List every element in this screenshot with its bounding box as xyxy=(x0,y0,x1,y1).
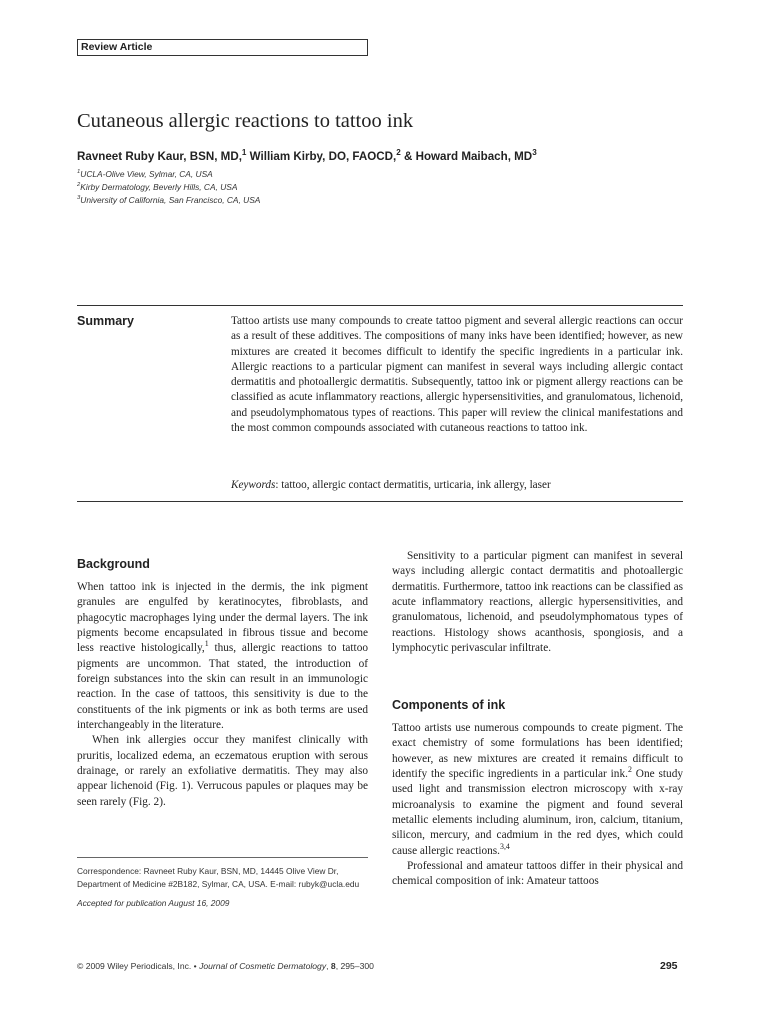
keywords-label: Keywords xyxy=(231,479,276,491)
paragraph: Professional and amateur tattoos differ in their physical and chemical composition of ink: Amateur tattoos xyxy=(392,860,683,888)
affiliation-text: UCLA-Olive View, Sylmar, CA, USA xyxy=(80,169,213,179)
author-name: & Howard Maibach, MD xyxy=(403,150,533,163)
paragraph-text: When tattoo ink is injected in the dermis, the ink pigment granules are engulfed by keratinocytes, fibroblasts, and phagocytic macrophages lying under the dermal layers. The ink pigments become encapsulated in fibrous tissue and become less reactive histologically, xyxy=(77,581,368,655)
affiliation xyxy=(77,169,213,179)
section-heading-background: Background xyxy=(77,557,150,571)
page-number: 295 xyxy=(660,960,678,972)
affiliation-marker: 3 xyxy=(77,195,81,202)
summary-heading: Summary xyxy=(77,314,134,328)
copyright: © 2009 Wiley Periodicals, Inc. • xyxy=(77,961,200,971)
right-column-intro xyxy=(392,549,683,656)
paragraph-text: thus, allergic reactions to tattoo pigments are uncommon. That stated, the introduction of foreign substances into the skin can result in an immunologic reaction. In the case of tattoos, this sensitivity is due to the constituents of the ink pigments or ink as both terms are used interchangeably in the literature. xyxy=(77,642,368,732)
footnote-rule xyxy=(77,857,368,858)
paragraph: Sensitivity to a particular pigment can manifest in several ways including allergic contact dermatitis and photoallergic dermatitis. Furthermore, tattoo ink reactions can be classified as acute inflammatory reactions, allergic hypersensitivities, and granulomatous, lichenoid, and pseudolymphomatous types of reactions. Histology shows acanthosis, spongiosis, and a lymphocytic perivascular infiltrate. xyxy=(392,550,683,655)
accepted-date: Accepted for publication August 16, 2009 xyxy=(77,898,230,908)
citation-marker: 1 xyxy=(204,639,209,649)
paragraph xyxy=(77,580,368,733)
author-name: William Kirby, DO, FAOCD, xyxy=(249,150,397,163)
summary-bottom-rule xyxy=(77,501,683,502)
keywords-list: : tattoo, allergic contact dermatitis, urticaria, ink allergy, laser xyxy=(275,479,551,491)
author-affiliation-marker: 2 xyxy=(396,148,401,158)
paragraph-text: One study used light and transmission electron microscopy with x-ray microanalysis to examine the pigment and found several metallic elements including aluminum, iron, calcium, titanium, silicon, mercury, and cadmium in the red dyes, which could cause allergic reactions. xyxy=(392,768,683,857)
summary-text: Tattoo artists use many compounds to create tattoo pigment and several allergic reactions can occur as a result of these additives. The compositions of many inks have been identified; however, as new mixtures are created it becomes difficult to identify the specific ingredients in a particular ink. Allergic reactions to a particular pigment can manifest in several ways including allergic contact dermatitis and photoallergic dermatitis. Subsequently, tattoo ink or pigment allergy reactions can be classified as acute inflammatory reactions, allergic hypersensitivities, and granulomatous, lichenoid, and pseudolymphomatous types of reactions. This paper will review the clinical manifestations and the most common compounds associated with cutaneous reactions to tattoo ink. xyxy=(231,315,683,435)
affiliation-marker: 1 xyxy=(77,169,81,176)
affiliation-marker: 2 xyxy=(77,182,81,189)
citation-marker: 3,4 xyxy=(500,841,510,851)
affiliation-text: Kirby Dermatology, Beverly Hills, CA, USA xyxy=(80,182,238,192)
page-footer xyxy=(77,961,374,971)
separator: , xyxy=(326,961,331,971)
volume: 8 xyxy=(330,961,336,971)
paragraph xyxy=(392,721,683,859)
author-list xyxy=(77,150,537,163)
affiliation xyxy=(77,195,260,205)
correspondence-line: Correspondence: Ravneet Ruby Kaur, BSN, MD, 14445 Olive View Dr, xyxy=(77,866,339,876)
article-type-label: Review Article xyxy=(81,41,153,53)
components-body xyxy=(392,721,683,890)
article-title: Cutaneous allergic reactions to tattoo ink xyxy=(77,110,414,132)
citation-marker: 2 xyxy=(627,765,632,775)
author-affiliation-marker: 3 xyxy=(532,148,537,158)
page-range: , 295–300 xyxy=(335,961,374,971)
summary-top-rule xyxy=(77,305,683,306)
paragraph: When ink allergies occur they manifest clinically with pruritis, localized edema, an eczematous eruption with serous drainage, or rarely an exfoliative dermatitis. They may also appear lichenoid (Fig. 1). Verrucous papules or plaques may be seen rarely (Fig. 2). xyxy=(77,734,368,808)
author-affiliation-marker: 1 xyxy=(241,148,247,158)
paragraph-text: Tattoo artists use numerous compounds to create pigment. The exact chemistry of some formulations has been identified; however, as new mixtures are created it remains difficult to identify the specific ingredients in a particular ink. xyxy=(392,722,683,781)
section-heading-components: Components of ink xyxy=(392,698,506,712)
keywords xyxy=(231,479,683,491)
background-body xyxy=(77,580,368,810)
journal-name: Journal of Cosmetic Dermatology xyxy=(199,961,327,971)
affiliation xyxy=(77,182,237,192)
author-name: Ravneet Ruby Kaur, BSN, MD, xyxy=(77,150,242,163)
correspondence-line: Department of Medicine #2B182, Sylmar, CA, USA. E-mail: rubyk@ucla.edu xyxy=(77,879,360,889)
affiliation-text: University of California, San Francisco, CA, USA xyxy=(80,195,261,205)
